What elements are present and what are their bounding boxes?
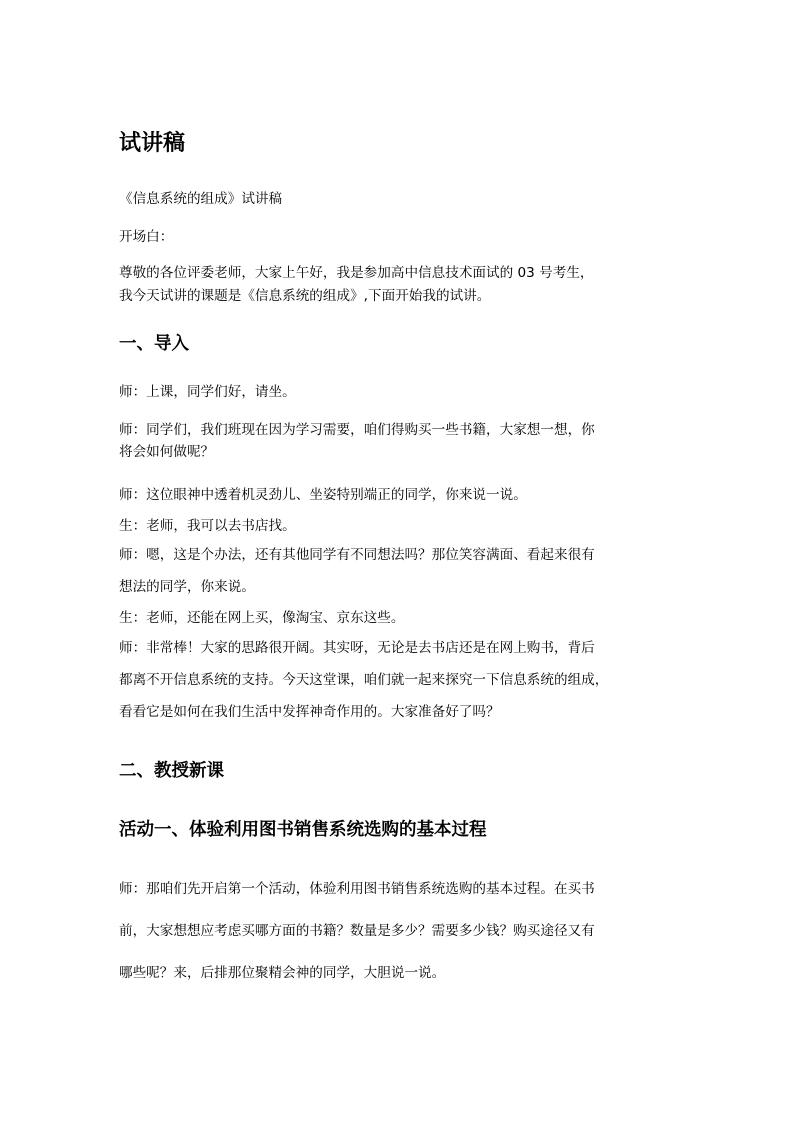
activity-line: 师：那咱们先开启第一个活动，体验利用图书销售系统选购的基本过程。在买书 [119, 881, 595, 897]
dialogue-line: 都离不开信息系统的支持。今天这堂课，咱们就一起来探究一下信息系统的组成， [119, 672, 609, 688]
dialogue-line: 师：这位眼神中透着机灵劲儿、坐姿特别端正的同学，你来说一说。 [119, 487, 527, 503]
subtitle: 《信息系统的组成》试讲稿 [119, 191, 283, 207]
dialogue-line: 生：老师，我可以去书店找。 [119, 518, 296, 534]
opening-label: 开场白： [119, 229, 174, 245]
dialogue-line: 生：老师，还能在网上买，像淘宝、京东这些。 [119, 610, 405, 626]
opening-paragraph-line-1: 尊敬的各位评委老师，大家上午好，我是参加高中信息技术面试的 03 号考生， [119, 265, 594, 281]
activity-heading: 活动一、体验利用图书销售系统选购的基本过程 [119, 820, 487, 840]
opening-paragraph-line-2: 我今天试讲的课题是《信息系统的组成》,下面开始我的试讲。 [119, 288, 491, 304]
page-title: 试讲稿 [119, 131, 186, 156]
dialogue-line: 想法的同学，你来说。 [119, 579, 255, 595]
dialogue-line: 师：同学们，我们班现在因为学习需要，咱们得购买一些书籍，大家想一想，你 [119, 422, 595, 438]
dialogue-line: 师：非常棒！大家的思路很开阔。其实呀，无论是去书店还是在网上购书，背后 [119, 640, 595, 656]
dialogue-line: 师：上课，同学们好，请坐。 [119, 384, 296, 400]
section-heading-intro: 一、导入 [119, 334, 189, 354]
section-heading-new-lesson: 二、教授新课 [119, 761, 224, 781]
activity-line: 哪些呢？来，后排那位聚精会神的同学，大胆说一说。 [119, 965, 446, 981]
dialogue-line: 师：嗯，这是个办法，还有其他同学有不同想法吗？那位笑容满面、看起来很有 [119, 547, 595, 563]
dialogue-line: 看看它是如何在我们生活中发挥神奇作用的。大家准备好了吗？ [119, 704, 500, 720]
activity-line: 前，大家想想应考虑买哪方面的书籍？数量是多少？需要多少钱？购买途径又有 [119, 923, 595, 939]
dialogue-line: 将会如何做呢？ [119, 444, 215, 460]
